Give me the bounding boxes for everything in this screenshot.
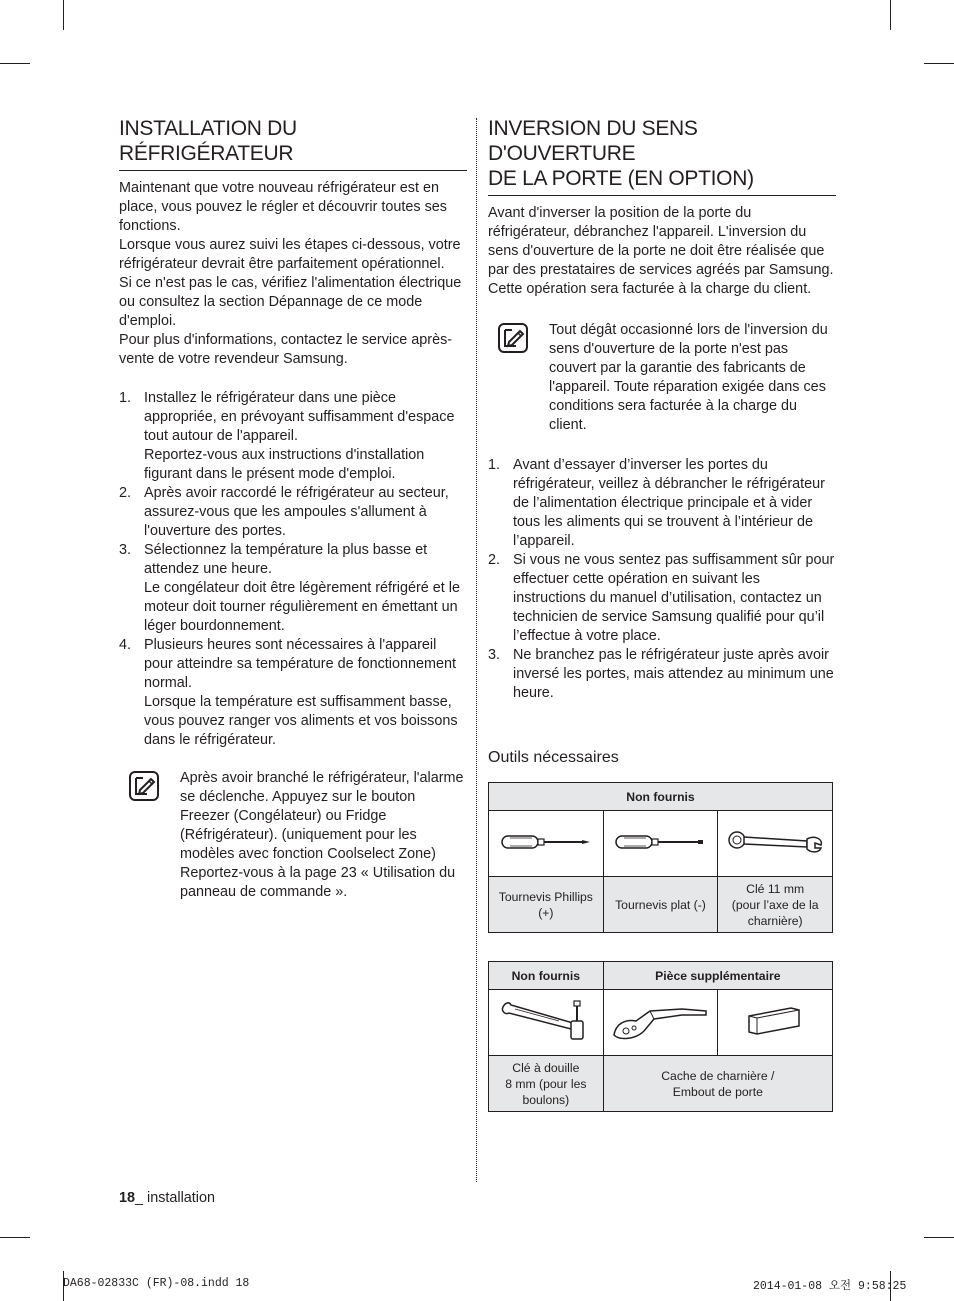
step-item xyxy=(119,389,467,484)
tool-caption: Tournevis plat (-) xyxy=(603,877,718,933)
step-text: Après avoir raccordé le réfrigérateur au secteur, assurez-vous que les ampoules s'allument à l'ouverture des portes. xyxy=(144,485,449,539)
step-number: 4. xyxy=(119,637,132,653)
step-number: 1. xyxy=(488,457,501,473)
tools-heading: Outils nécessaires xyxy=(488,749,619,766)
tool-image-cell xyxy=(718,811,833,877)
hinge-cover-icon xyxy=(610,1001,710,1041)
door-cap-icon xyxy=(745,1004,805,1038)
intro-paragraph: Pour plus d'informations, contactez le service après-vente de votre revendeur Samsung. xyxy=(119,332,453,367)
tools-table-not-supplied xyxy=(488,782,833,933)
tool-image-cell xyxy=(603,990,718,1056)
step-item xyxy=(488,551,836,646)
installation-note xyxy=(119,769,467,902)
note-text: Après avoir branché le réfrigérateur, l'alarme se déclenche. Appuyez sur le bouton Freezer (Congélateur) ou Fridge (Réfrigérateur). (uniquement pour les modèles avec fonction Coolselect Zone) Reportez-vous à la page 23 « Utilisation du panneau de commande ». xyxy=(180,770,464,900)
page-section-label: _ installation xyxy=(135,1190,216,1206)
installation-steps xyxy=(119,389,467,750)
intro-paragraph: Si ce n'est pas le cas, vérifiez l'alimentation électrique ou consultez la section Dépannage de ce mode d'emploi. xyxy=(119,275,462,329)
door-reversal-intro: Avant d'inverser la position de la porte du réfrigérateur, débranchez l'appareil. L'inversion du sens d'ouverture de la porte ne doit être réalisée que par des prestataires de services agréés par Samsung. Cette opération sera facturée à la charge du client. xyxy=(488,205,834,297)
tool-image-cell xyxy=(489,811,604,877)
table-header: Pièce supplémentaire xyxy=(603,962,832,990)
crop-mark xyxy=(63,0,64,30)
step-item xyxy=(119,541,467,636)
installation-intro xyxy=(119,179,467,369)
step-item xyxy=(488,646,836,703)
step-text: Sélectionnez la température la plus basse et attendez une heure. Le congélateur doit être légèrement réfrigéré et le moteur doit tourner régulièrement en émettant un léger bourdonnement. xyxy=(144,542,460,634)
step-number: 2. xyxy=(488,552,501,568)
step-number: 2. xyxy=(119,485,132,501)
right-column xyxy=(488,116,836,1112)
crop-mark xyxy=(924,63,954,64)
step-number: 3. xyxy=(119,542,132,558)
print-slug-file: DA68-02833C (FR)-08.indd 18 xyxy=(63,1277,250,1290)
step-item xyxy=(488,456,836,551)
wrench-icon xyxy=(725,829,825,855)
tool-caption: Clé 11 mm (pour l’axe de la charnière) xyxy=(718,877,833,933)
note-text: Tout dégât occasionné lors de l'inversion du sens d'ouverture de la porte n'est pas couvert par la garantie des fabricants de l'appareil. Toute réparation exigée dans ces conditions sera facturée à la charge du client. xyxy=(549,322,828,433)
crop-mark xyxy=(0,63,30,64)
tools-table-extra-parts xyxy=(488,961,833,1112)
tool-image-cell xyxy=(603,811,718,877)
installation-title: INSTALLATION DU RÉFRIGÉRATEUR xyxy=(119,116,467,171)
tool-image-cell xyxy=(489,990,604,1056)
flat-screwdriver-icon xyxy=(614,831,706,853)
step-text: Si vous ne vous sentez pas suffisamment sûr pour effectuer cette opération en suivant les instructions du manuel d’utilisation, contactez un technicien de service Samsung qualifié pour qu’il l’effectue à votre place. xyxy=(513,552,835,644)
page-footer xyxy=(119,1190,215,1206)
step-number: 1. xyxy=(119,390,132,406)
crop-mark xyxy=(890,0,891,30)
door-reversal-title: INVERSION DU SENS D'OUVERTURE DE LA PORTE (EN OPTION) xyxy=(488,116,836,196)
tool-caption: Cache de charnière / Embout de porte xyxy=(603,1056,832,1112)
intro-paragraph: Lorsque vous aurez suivi les étapes ci-dessous, votre réfrigérateur devrait être parfaitement opérationnel. xyxy=(119,237,461,272)
crop-mark xyxy=(924,1237,954,1238)
intro-paragraph: Maintenant que votre nouveau réfrigérateur est en place, vous pouvez le régler et découvrir toutes ses fonctions. xyxy=(119,180,447,234)
table-header: Non fournis xyxy=(489,962,604,990)
column-divider xyxy=(476,118,477,1182)
step-text: Avant d’essayer d’inverser les portes du réfrigérateur, veillez à débrancher le réfrigérateur de l’alimentation électrique principale et à vider tous les aliments qui se trouvent à l’intérieur de l’appareil. xyxy=(513,457,825,549)
page-number: 18 xyxy=(119,1190,136,1206)
tool-image-cell xyxy=(718,990,833,1056)
table-header: Non fournis xyxy=(489,783,833,811)
note-icon xyxy=(129,771,159,801)
tool-caption: Clé à douille 8 mm (pour les boulons) xyxy=(489,1056,604,1112)
step-item xyxy=(119,484,467,541)
warranty-note xyxy=(488,321,836,435)
step-text: Installez le réfrigérateur dans une pièce appropriée, en prévoyant suffisamment d'espace tout autour de l'appareil. Reportez-vous aux instructions d'installation figurant dans le présent mode d'emploi. xyxy=(144,390,455,482)
socket-wrench-icon xyxy=(499,999,593,1043)
step-text: Ne branchez pas le réfrigérateur juste après avoir inversé les portes, mais attendez au minimum une heure. xyxy=(513,647,834,701)
door-reversal-steps xyxy=(488,456,836,703)
tool-caption: Tournevis Phillips (+) xyxy=(489,877,604,933)
step-number: 3. xyxy=(488,647,501,663)
left-column xyxy=(119,116,467,902)
note-icon xyxy=(498,323,528,353)
print-slug-date: 2014-01-08 오전 9:58:25 xyxy=(753,1280,907,1293)
crop-mark xyxy=(0,1237,30,1238)
step-text: Plusieurs heures sont nécessaires à l'appareil pour atteindre sa température de fonctionnement normal. Lorsque la température est suffisamment basse, vous pouvez ranger vos aliments et vos boissons dans le réfrigérateur. xyxy=(144,637,458,748)
step-item xyxy=(119,636,467,750)
phillips-screwdriver-icon xyxy=(500,831,592,853)
